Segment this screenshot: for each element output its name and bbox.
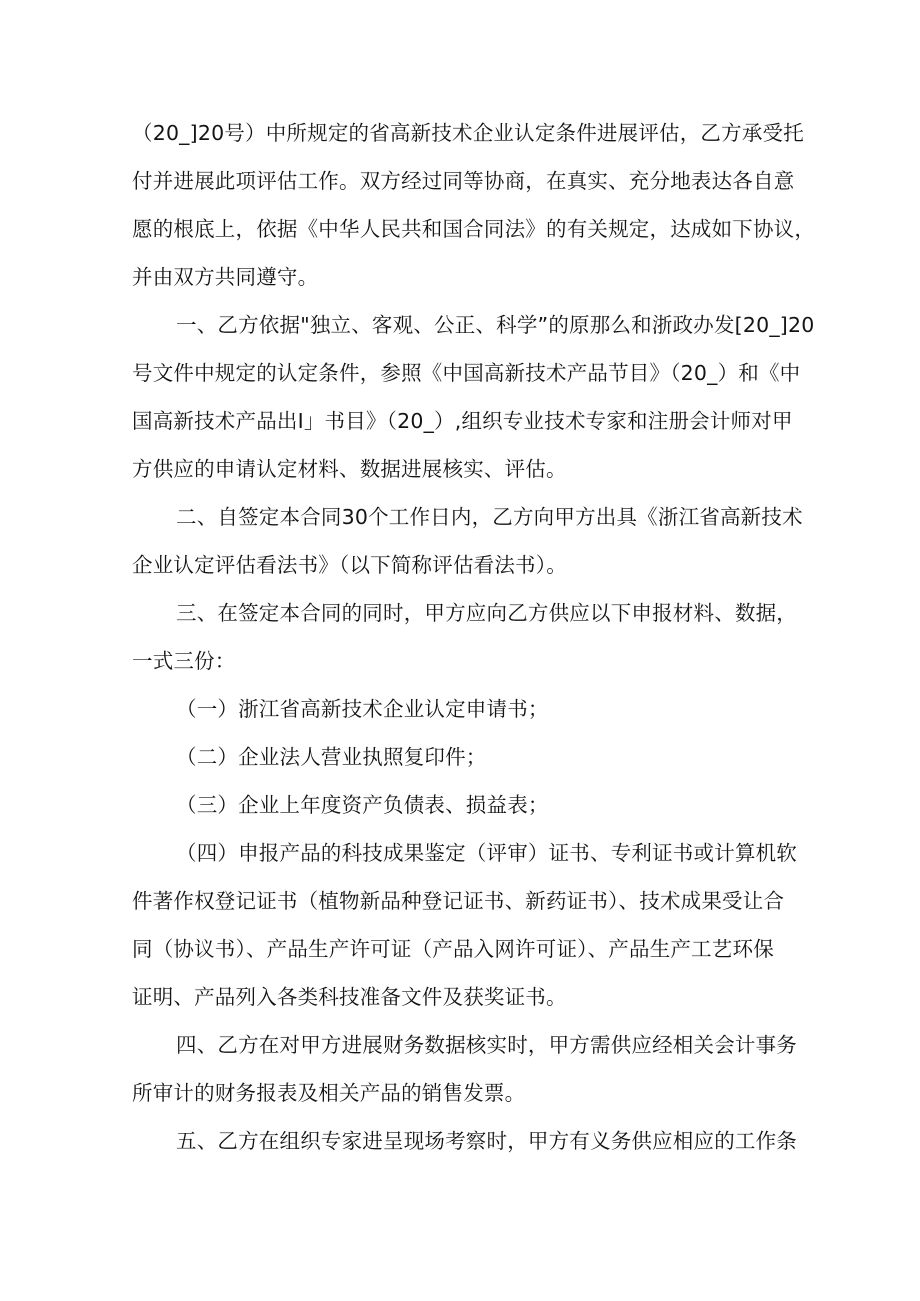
list-item: （三）企业上年度资产负债表、损益表； [176,793,549,817]
text-line: 企业认定评估看法书》（以下简称评估看法书）。 [132,553,567,577]
list-item: （四）申报产品的科技成果鉴定（评审）证书、专利证书或计算机软 [176,841,797,865]
text-line: 三、在签定本合同的同时，甲方应向乙方供应以下申报材料、数据， [176,601,797,625]
list-item: （一）浙江省高新技术企业认定申请书； [176,697,549,721]
text-line: 一、乙方依据"独立、客观、公正、科学”的原那么和浙政办发[20_]20 [176,313,815,337]
text-line: （20_]20号）中所规定的省高新技术企业认定条件进展评估，乙方承受托 [132,121,804,145]
list-item: （二）企业法人营业执照复印件； [176,745,487,769]
text-line: 证明、产品列入各类科技准备文件及获奖证书。 [132,985,567,1009]
text-line: 号文件中规定的认定条件，参照《中国高新技术产品节目》（20_）和《中 [132,361,801,385]
text-line: 二、自签定本合同30个工作日内，乙方向甲方出具《浙江省高新技术 [176,505,803,529]
text-line: 愿的根底上，依据《中华人民共和国合同法》的有关规定，达成如下协议， [132,217,816,241]
text-line: 一式三份： [132,649,236,673]
text-line: 付并进展此项评估工作。双方经过同等协商，在真实、充分地表达各自意 [132,169,795,193]
text-line: 并由双方共同遵守。 [132,265,319,289]
text-line: 件著作权登记证书（植物新品种登记证书、新药证书）、技术成果受让合 [132,889,785,913]
text-line: 方供应的申请认定材料、数据进展核实、评估。 [132,457,567,481]
text-line: 所审计的财务报表及相关产品的销售发票。 [132,1081,526,1105]
text-line: 同（协议书）、产品生产许可证（产品入网许可证）、产品生产工艺环保 [132,937,774,961]
text-line: 五、乙方在组织专家进呈现场考察时，甲方有义务供应相应的工作条 [176,1129,797,1153]
text-line: 国高新技术产品出I」书目》（20_）,组织专业技术专家和注册会计师对甲 [132,409,793,433]
text-line: 四、乙方在对甲方进展财务数据核实时，甲方需供应经相关会计事务 [176,1033,797,1057]
